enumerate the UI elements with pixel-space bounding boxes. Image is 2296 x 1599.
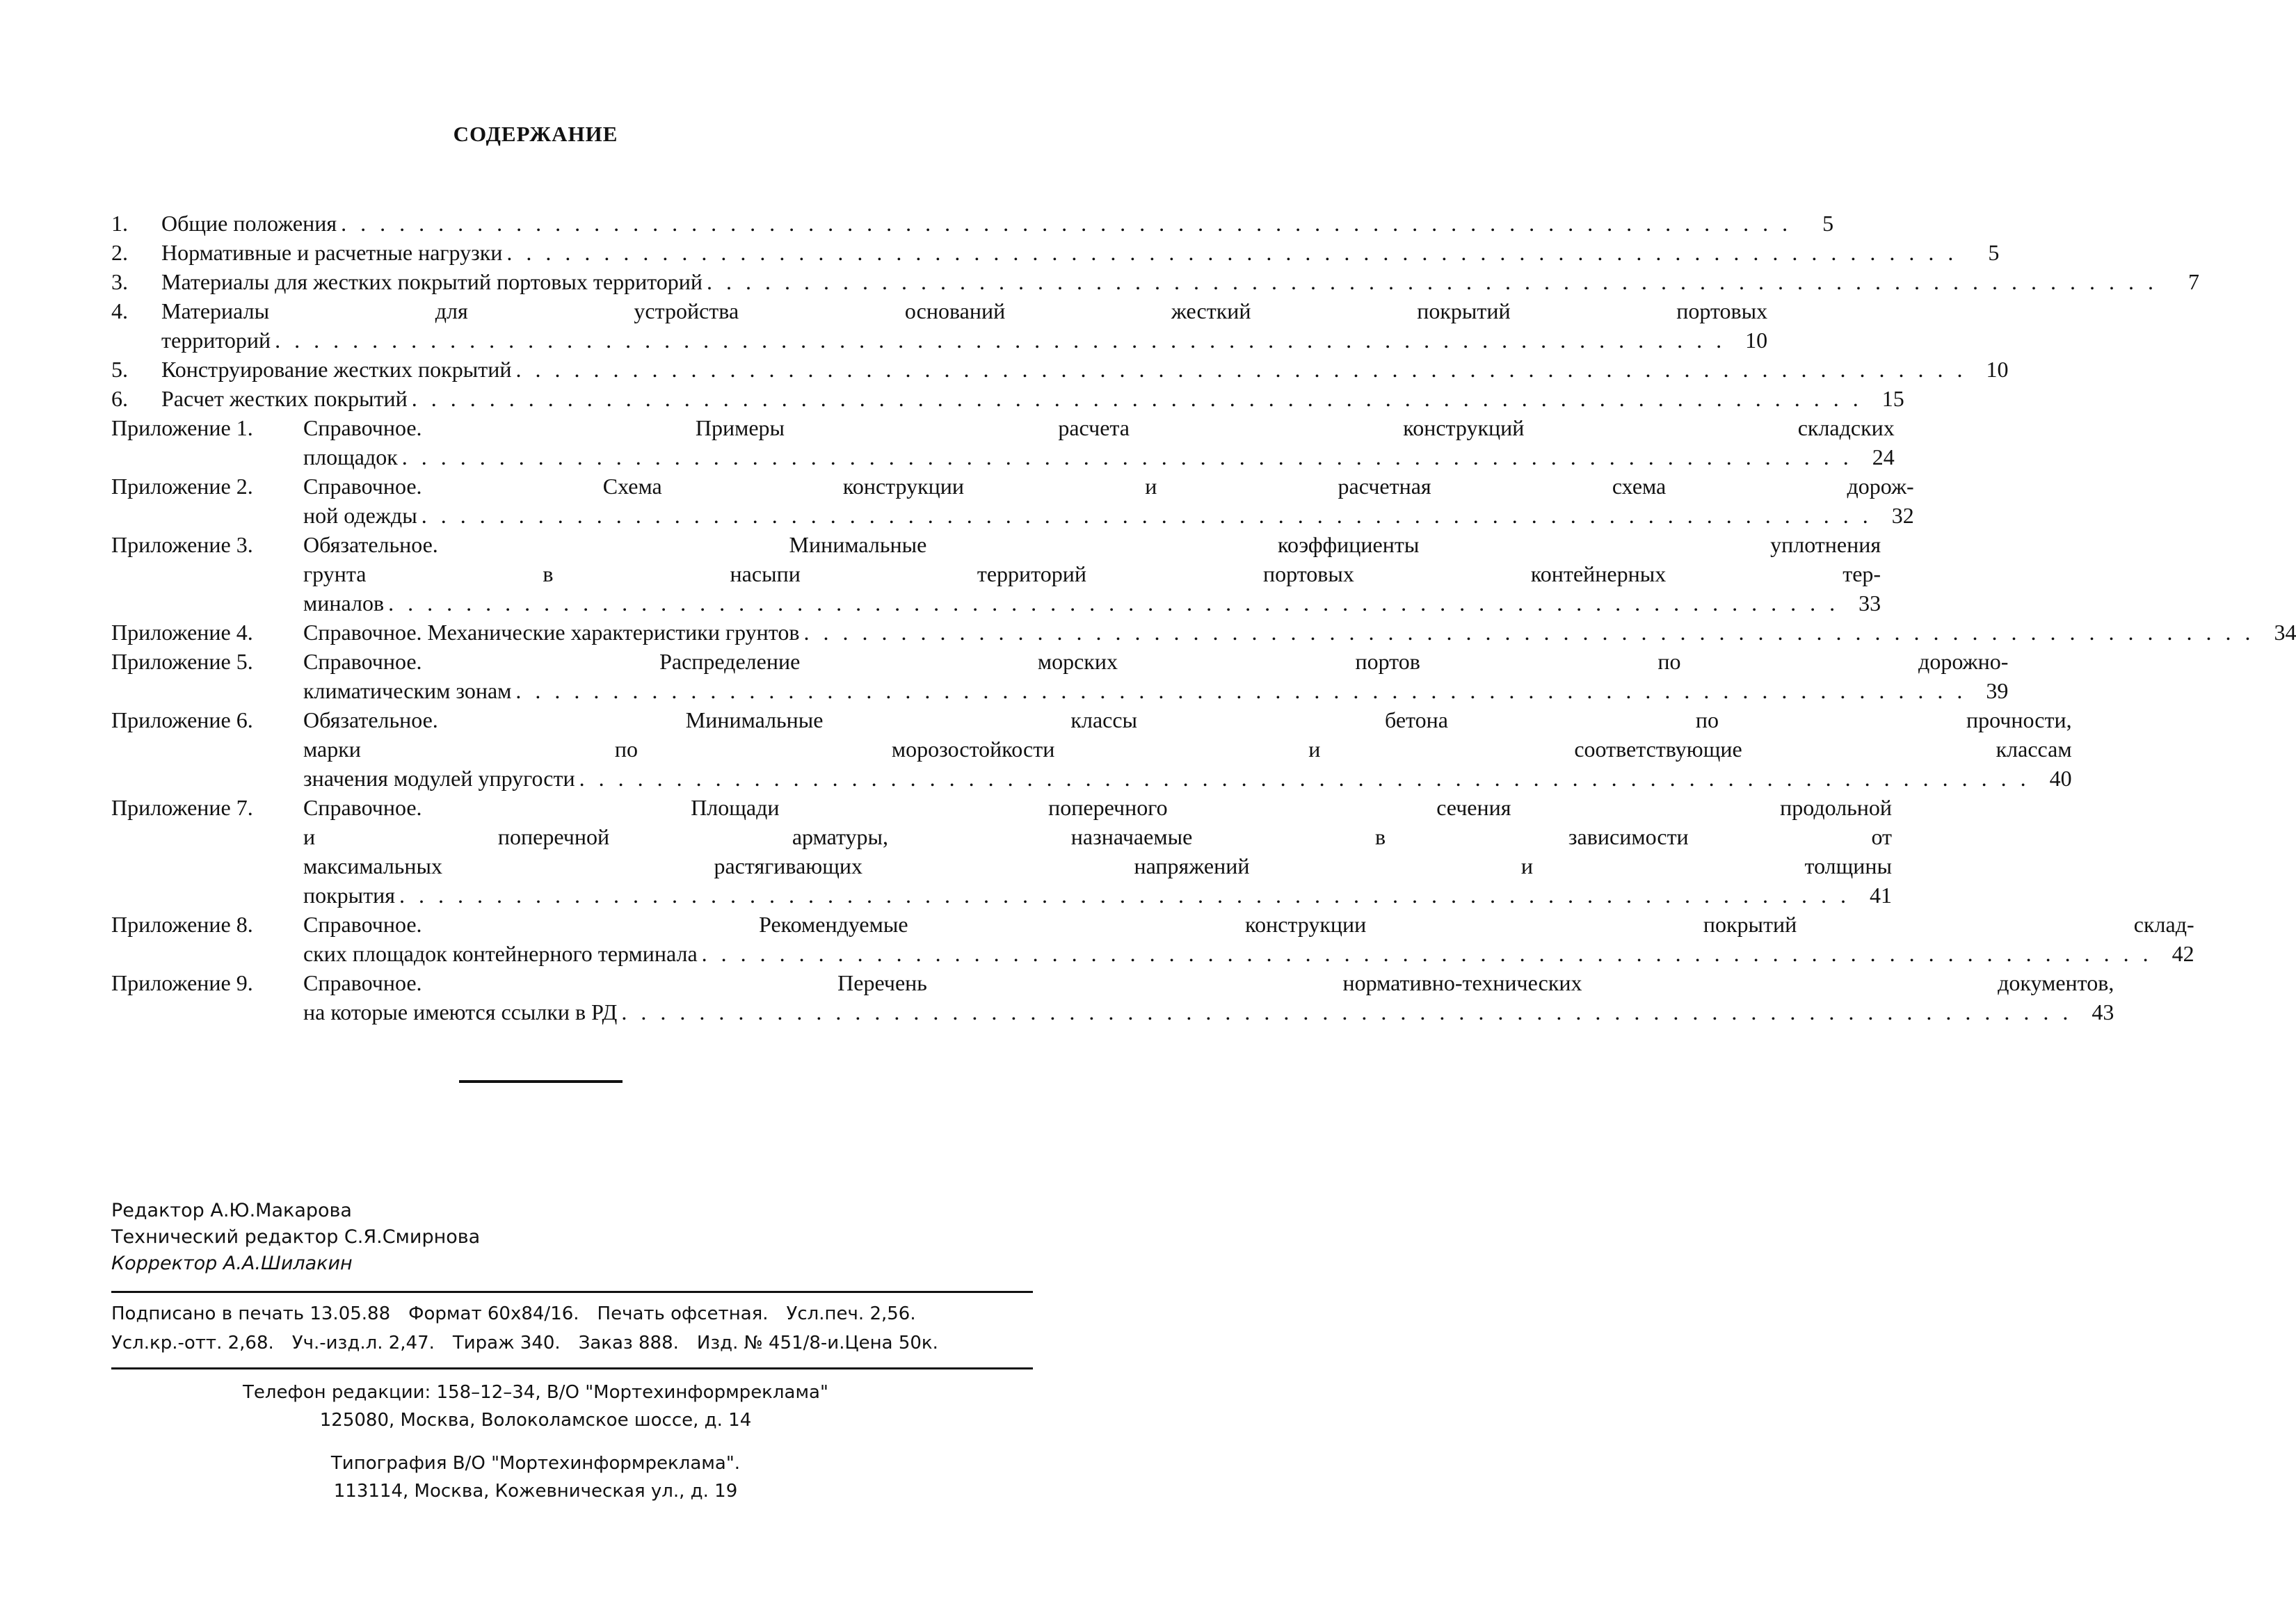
tech-editor-line: Технический редактор С.Я.Смирнова [111,1226,481,1248]
appendix-last-text: покрытия [303,883,395,908]
appendix-label: Приложение 9. [111,970,253,995]
appendix-entry [111,705,2072,793]
appendix-text-line: максимальных растягивающих напряжений и толщины [303,853,1892,878]
appendix-text-line: Справочное. Перечень нормативно-технических документов, [303,970,2114,995]
section-leader-dots [275,326,1726,355]
corrector-line: Корректор А.А.Шилакин [111,1253,353,1274]
section-last-text: территорий [161,328,271,353]
appendix-last-text: ной одежды [303,503,417,528]
appendix-body [303,618,2296,647]
appendix-page-number: 42 [2171,941,2194,966]
appendix-page-number: 39 [1986,678,2009,703]
appendix-body [303,413,1895,472]
appendix-last-line [303,764,2072,793]
appendix-page-number: 33 [1859,590,1881,616]
appendix-last-line [303,442,1895,472]
imprint-item: Подписано в печать 13.05.88 [111,1303,391,1324]
imprint-item: Уч.-изд.л. 2,47. [291,1333,435,1353]
section-last-line [161,355,2008,384]
section-last-text: Конструирование жестких покрытий [161,357,512,382]
appendix-label: Приложение 6. [111,707,253,732]
section-last-line [161,238,1999,267]
appendix-page-number: 34 [2274,620,2296,645]
appendix-text-line: Обязательное. Минимальные коэффициенты уплотнения [303,532,1881,557]
section-entry [111,355,2009,384]
appendix-leader-dots [422,501,1872,530]
section-entry [111,267,2200,296]
appendix-leader-dots [515,676,1966,705]
section-leader-dots [341,209,1792,238]
section-text-line: Материалы для устройства оснований жесткий покрытий портовых [161,298,1768,323]
appendix-label: Приложение 8. [111,912,253,937]
section-body [161,355,2008,384]
appendix-text-line: Справочное. Рекомендуемые конструкции покрытий склад- [303,912,2194,937]
appendix-body [303,647,2008,705]
appendix-label: Приложение 7. [111,795,253,820]
imprint-item: Заказ 888. [578,1333,679,1353]
appendix-last-text: ских площадок контейнерного терминала [303,941,698,966]
appendix-text-line: Справочное. Площади поперечного сечения продольной [303,795,1892,820]
appendix-leader-dots [803,618,2254,647]
section-label: 1. [111,211,128,236]
section-last-text: Общие положения [161,211,337,236]
appendix-entry [111,413,1895,472]
page-title: СОДЕРЖАНИЕ [453,122,618,146]
section-last-text: Нормативные и расчетные нагрузки [161,240,503,265]
appendix-last-text: Справочное. Механические характеристики грунтов [303,620,800,645]
appendix-last-line [303,618,2296,647]
section-page-number: 5 [1822,211,1834,236]
section-body [161,238,1999,267]
appendix-leader-dots [579,764,2030,793]
section-body [161,384,1904,413]
appendix-leader-dots [399,881,1850,910]
credits-block [111,1198,480,1277]
appendix-body [303,530,1881,618]
imprint-item: Усл.печ. 2,56. [786,1303,916,1324]
appendix-page-number: 40 [2049,766,2072,791]
imprint-line-2 [111,1328,1043,1358]
appendix-last-line [303,588,1881,618]
appendix-last-text: на которые имеются ссылки в РД [303,999,618,1025]
appendix-entry [111,910,2194,968]
appendix-entry [111,793,1892,910]
table-of-contents [111,209,2296,1027]
section-entry [111,238,2000,267]
section-label: 5. [111,357,128,382]
section-page-number: 10 [1745,328,1768,353]
appendix-leader-dots [388,588,1839,618]
section-label: 2. [111,240,128,265]
appendix-entry [111,472,1914,530]
appendix-last-line [303,501,1914,530]
appendix-text-line: марки по морозостойкости и соответствующие классам [303,737,2072,762]
appendix-last-line [303,881,1892,910]
section-leader-dots [412,384,1863,413]
appendix-label: Приложение 4. [111,620,253,645]
editor-line: Редактор А.Ю.Макарова [111,1200,352,1221]
appendix-last-line [303,997,2114,1027]
appendix-label: Приложение 1. [111,415,253,440]
address-line-2: 113114, Москва, Кожевническая ул., д. 19 [333,1481,738,1502]
imprint-block [111,1299,1043,1358]
imprint-top-rule [111,1291,1033,1293]
section-last-line [161,209,1833,238]
appendix-body [303,910,2194,968]
appendix-label: Приложение 5. [111,649,253,674]
section-last-line [161,326,1767,355]
section-last-text: Материалы для жестких покрытий портовых территорий [161,269,703,294]
address-line-1: 125080, Москва, Волоколамское шоссе, д. 14 [319,1410,752,1431]
section-entry [111,384,1904,413]
imprint-line-1 [111,1299,1043,1328]
appendix-body [303,472,1914,530]
section-label: 3. [111,269,128,294]
imprint-bottom-rule [111,1367,1033,1369]
appendix-entry [111,618,2296,647]
appendix-label: Приложение 2. [111,474,253,499]
section-last-line [161,384,1904,413]
section-label: 6. [111,386,128,411]
appendix-page-number: 41 [1870,883,1892,908]
section-page-number: 10 [1986,357,2009,382]
appendix-entry [111,968,2114,1027]
appendix-page-number: 43 [2092,999,2114,1025]
appendix-leader-dots [402,442,1853,472]
section-page-number: 7 [2188,269,2200,294]
appendix-text-line: Справочное. Распределение морских портов по дорожно- [303,649,2009,674]
section-page-number: 15 [1881,386,1904,411]
imprint-item: Изд. № 451/8-и.Цена 50к. [696,1333,938,1353]
appendix-body [303,705,2072,793]
toc-sections [111,209,2200,413]
imprint-item: Печать офсетная. [597,1303,769,1324]
toc-appendices [111,413,2296,1027]
appendix-page-number: 32 [1891,503,1914,528]
section-leader-dots [707,267,2158,296]
imprint-item: Формат 60х84/16. [408,1303,579,1324]
section-leader-dots [506,238,1957,267]
appendix-body [303,793,1892,910]
printer-line: Типография В/О "Мортехинформреклама". [330,1453,741,1474]
phone-line: Телефон редакции: 158–12–34, В/О "Мортехинформреклама" [243,1382,828,1403]
appendix-entry [111,530,1881,618]
contacts-block [0,1379,1071,1505]
appendix-text-line: Справочное. Примеры расчета конструкций складских [303,415,1895,440]
section-body [161,267,2199,296]
appendix-label: Приложение 3. [111,532,253,557]
appendix-text-line: и поперечной арматуры, назначаемые в зависимости от [303,824,1892,849]
imprint-item: Тираж 340. [452,1333,561,1353]
section-page-number: 5 [1988,240,2000,265]
imprint-item: Усл.кр.-отт. 2,68. [111,1333,274,1353]
appendix-last-line [303,939,2194,968]
separator-rule [459,1080,623,1083]
appendix-entry [111,647,2009,705]
section-body [161,296,1767,355]
section-entry [111,296,1768,355]
appendix-last-text: климатическим зонам [303,678,512,703]
appendix-last-text: площадок [303,444,398,469]
section-entry [111,209,1834,238]
appendix-leader-dots [621,997,2072,1027]
appendix-leader-dots [702,939,2153,968]
appendix-text-line: грунта в насыпи территорий портовых контейнерных тер- [303,561,1881,586]
section-label: 4. [111,298,128,323]
appendix-last-line [303,676,2008,705]
section-leader-dots [515,355,1966,384]
appendix-text-line: Справочное. Схема конструкции и расчетная схема дорож- [303,474,1914,499]
appendix-last-text: миналов [303,590,385,616]
appendix-page-number: 24 [1872,444,1895,469]
appendix-last-text: значения модулей упругости [303,766,575,791]
appendix-text-line: Обязательное. Минимальные классы бетона по прочности, [303,707,2072,732]
section-last-line [161,267,2199,296]
section-last-text: Расчет жестких покрытий [161,386,408,411]
section-body [161,209,1833,238]
appendix-body [303,968,2114,1027]
